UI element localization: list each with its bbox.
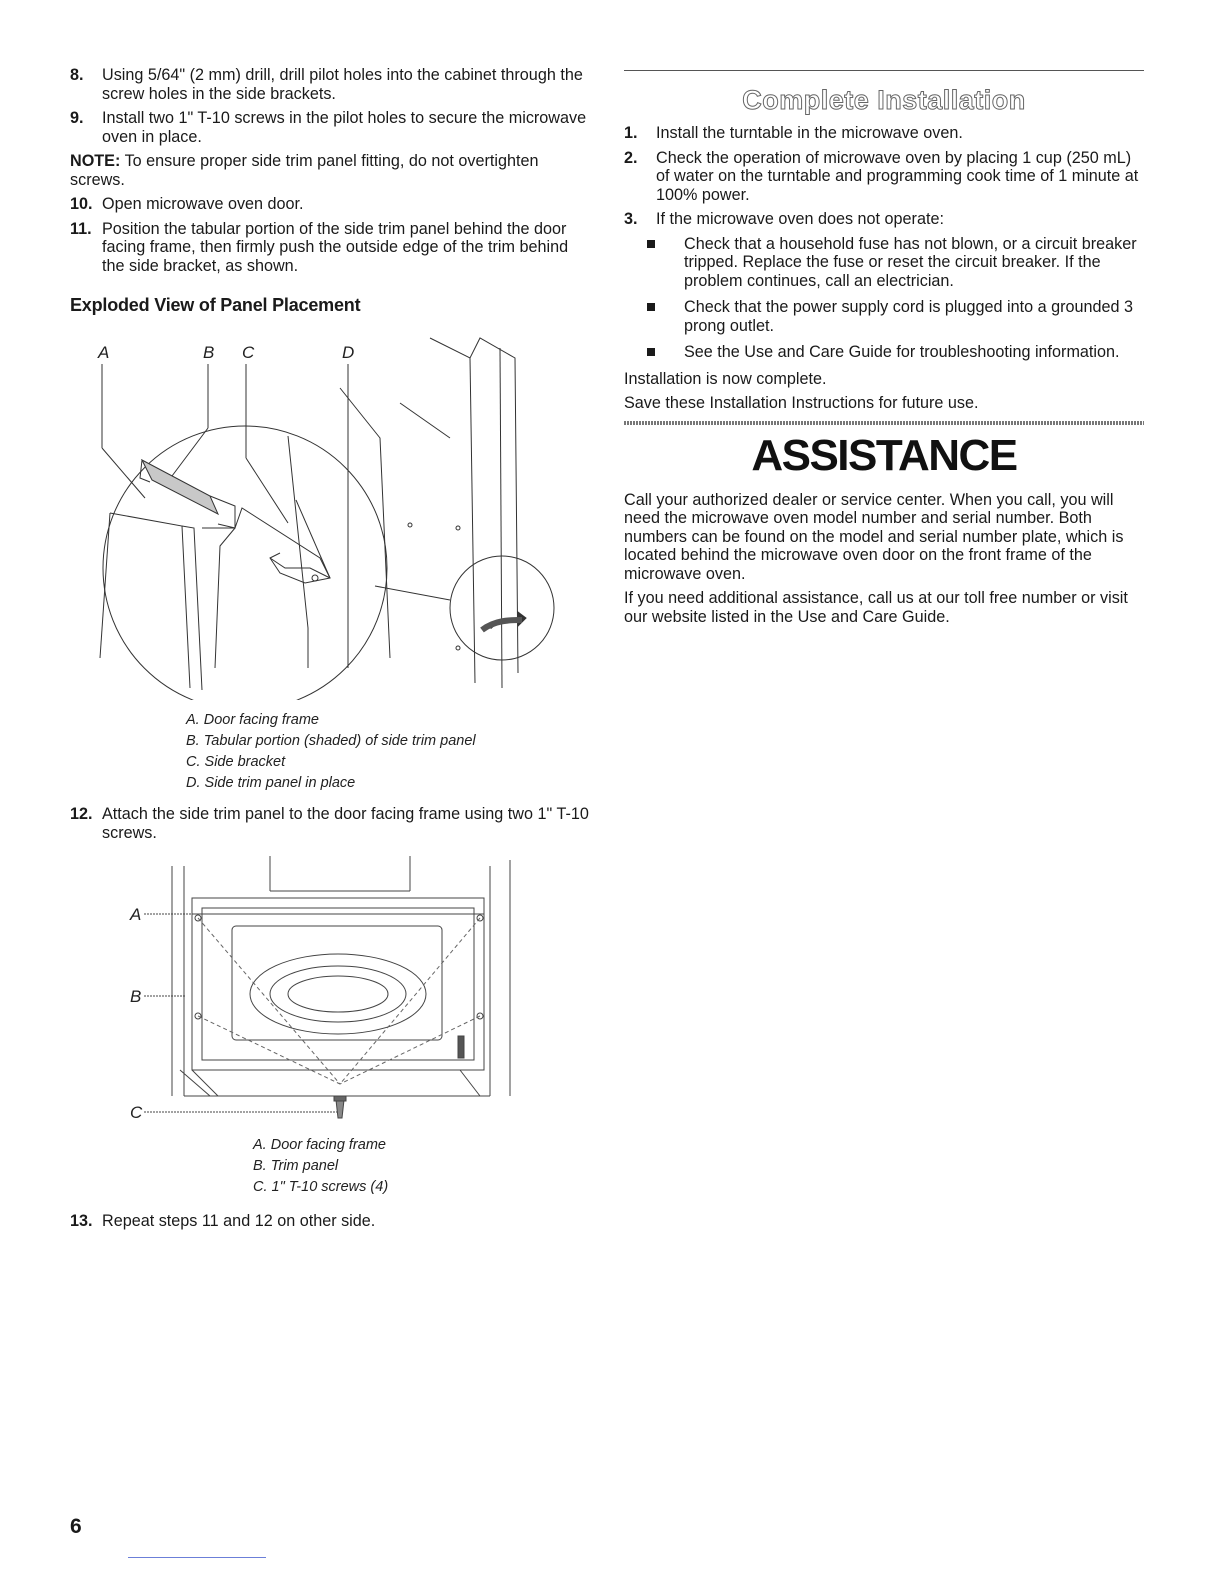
figure1-label-a: A [98, 343, 110, 362]
step-text: Install two 1" T-10 screws in the pilot holes to secure the microwave oven in place. [102, 109, 587, 146]
caption-line: A. Door facing frame [253, 1137, 386, 1153]
page-number: 6 [70, 1515, 82, 1538]
step-text: If the microwave oven does not operate: [656, 210, 944, 228]
step-text: Attach the side trim panel to the door facing frame using two 1" T-10 screws. [102, 805, 589, 842]
step-number: 12. [70, 805, 93, 823]
note [70, 152, 590, 189]
step-number: 9. [70, 109, 84, 127]
step-text: Check the operation of microwave oven by placing 1 cup (250 mL) of water on the turntable and programming cook time of 1 minute at 100% power. [656, 148, 1139, 204]
left-column [70, 66, 590, 316]
step-number: 10. [70, 195, 93, 213]
exploded-view-heading: Exploded View of Panel Placement [70, 295, 361, 315]
caption-line: C. 1" T-10 screws (4) [253, 1179, 389, 1195]
bullet-item [624, 343, 1144, 362]
step-11 [70, 220, 590, 276]
complete-installation-heading: Complete Installation [742, 85, 1026, 115]
figure2-label-c: C [130, 1103, 143, 1122]
figure1-label-c: C [242, 343, 255, 362]
caption-line: D. Side trim panel in place [186, 775, 356, 791]
note-text: To ensure proper side trim panel fitting, do not overtighten screws. [70, 152, 539, 189]
step-number: 3. [624, 210, 638, 228]
step-number: 8. [70, 66, 84, 84]
step-8 [70, 66, 590, 103]
footer-rule [128, 1557, 266, 1558]
step-10 [70, 195, 590, 214]
step-12 [70, 805, 590, 848]
install-step-2 [624, 149, 1144, 205]
assistance-paragraph: Call your authorized dealer or service center. When you call, you will need the microwave oven model number and serial number. Both numbers can be found on the model and serial number plate, which is located behind the microwave oven door on the front frame of the microwave oven. [624, 490, 1124, 583]
install-step-3 [624, 210, 1144, 229]
figure1-captions [186, 710, 476, 794]
caption-line: B. Trim panel [253, 1158, 339, 1174]
step-number: 1. [624, 124, 638, 142]
caption-line: B. Tabular portion (shaded) of side trim panel [186, 733, 476, 749]
figure1-label-d: D [342, 343, 355, 362]
caption-line: C. Side bracket [186, 754, 286, 770]
save-instructions-text: Save these Installation Instructions for future use. [624, 394, 979, 412]
completion-text: Installation is now complete. [624, 369, 827, 388]
assistance-heading: ASSISTANCE [751, 430, 1017, 480]
bullet-item [624, 235, 1144, 291]
bullet-item [624, 298, 1144, 335]
step-text: Repeat steps 11 and 12 on other side. [102, 1212, 376, 1230]
install-step-1 [624, 124, 1144, 143]
bullet-text: See the Use and Care Guide for troubleshooting information. [684, 343, 1120, 361]
figure2-captions [253, 1135, 388, 1198]
step-number: 11. [70, 219, 92, 238]
bullet-square-icon [647, 303, 655, 311]
section-rule [624, 70, 1144, 71]
bullet-square-icon [647, 348, 655, 356]
figure2-label-b: B [130, 987, 142, 1006]
section-divider [624, 421, 1144, 425]
bullet-square-icon [647, 240, 655, 248]
figure2-label-a: A [130, 905, 142, 924]
caption-line: A. Door facing frame [186, 712, 319, 728]
exploded-view-illustration [70, 328, 570, 700]
step-number: 13. [70, 1212, 93, 1230]
figure1-label-b: B [203, 343, 215, 362]
bullet-text: Check that the power supply cord is plugged into a grounded 3 prong outlet. [684, 298, 1134, 335]
microwave-front-illustration [120, 856, 520, 1128]
assistance-paragraph: If you need additional assistance, call us at our toll free number or visit our website listed in the Use and Care Guide. [624, 589, 1128, 626]
step-number: 2. [624, 148, 638, 167]
right-column [624, 70, 1144, 632]
step-13 [70, 1212, 590, 1237]
step-text: Open microwave oven door. [102, 195, 304, 213]
step-text: Install the turntable in the microwave oven. [656, 124, 963, 142]
step-text: Using 5/64" (2 mm) drill, drill pilot holes into the cabinet through the screw holes in the side brackets. [102, 66, 583, 103]
bullet-text: Check that a household fuse has not blown, or a circuit breaker tripped. Replace the fuse or reset the circuit breaker. If the problem continues, call an electrician. [684, 234, 1137, 290]
note-label: NOTE: [70, 152, 121, 170]
step-text: Position the tabular portion of the side trim panel behind the door facing frame, then firmly push the outside edge of the trim behind the side bracket, as shown. [102, 219, 569, 275]
step-9 [70, 109, 590, 146]
